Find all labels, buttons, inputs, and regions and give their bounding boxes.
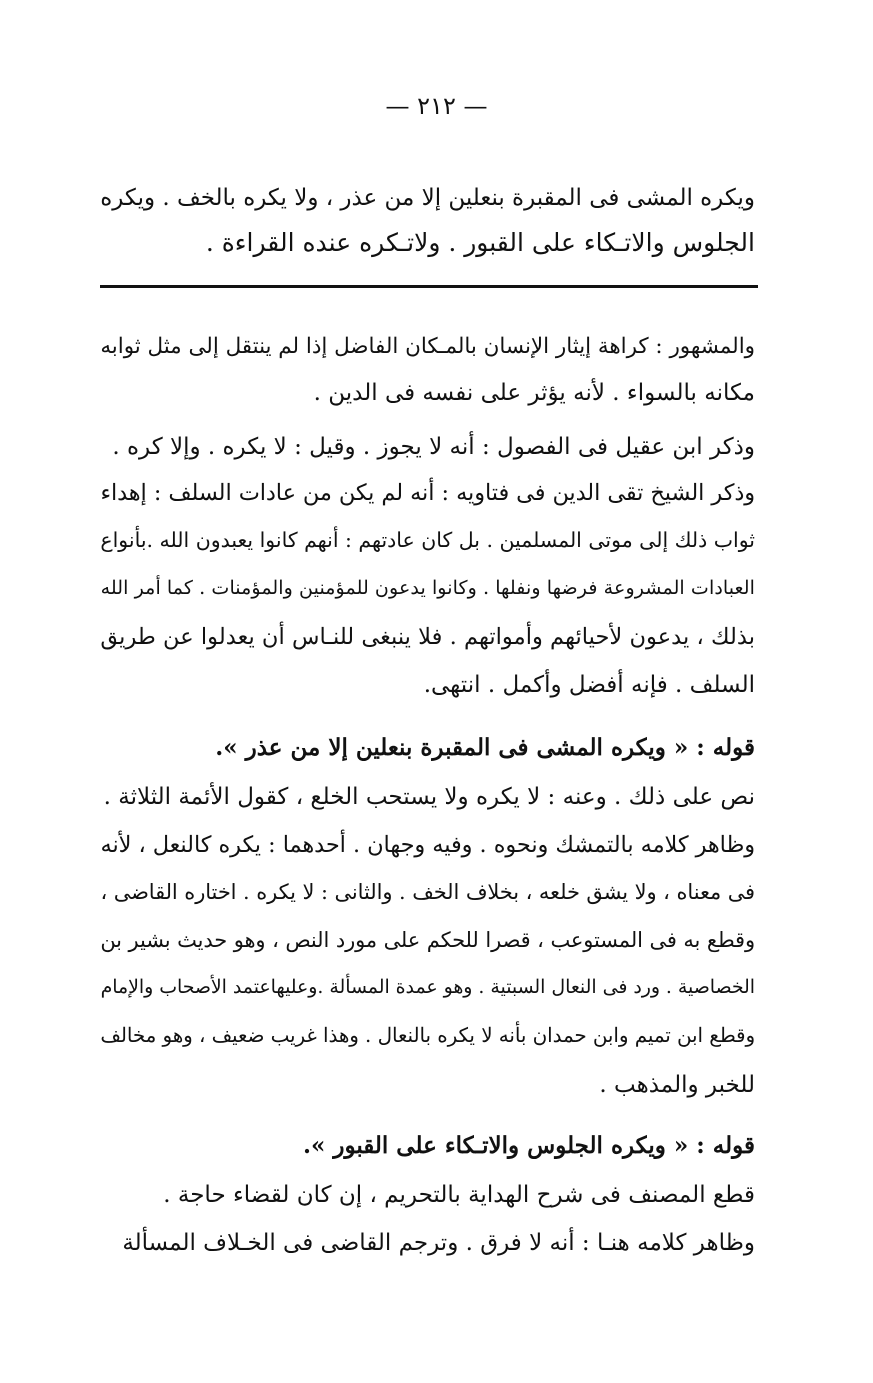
book-page: — ٢١٢ — ويكره المشى فى المقبرة بنعلين إلا من عذر ، ولا يكره بالخف . ويكره الجلوس والاتـكاء على القبور . ولاتـكره عنده القراءة . والمشهور : كراهة إيثار الإنسان بالمـكان الفاضل إذا لم ينتقل إلى مثل ثوابه مكانه بالسواء . لأنه يؤثر على نفسه فى الدين . وذكر ابن عقيل فى الفصول : أنه لا يجوز . وقيل : لا يكره . وإلا كره . وذكر الشيخ تقى الدين فى فتاويه : أنه لم يكن من عادات السلف : إهداء ثواب ذلك إلى موتى المسلمين . بل كان عادتهم : أنهم كانوا يعبدون الله .بأنواع العبادات المشروعة فرضها ونفلها . وكانوا يدعون للمؤمنين والمؤمنات . كما أمر الله بذلك ، يدعون لأحيائهم وأمواتهم . فلا ينبغى للنـاس أن يعدلوا عن طريق السلف . فإنه أفضل وأكمل . انتهى. قوله : « ويكره المشى فى المقبرة بنعلين إلا من عذر ». نص على ذلك . وعنه : لا يكره ولا يستحب الخلع ، كقول الأئمة الثلاثة . وظاهر كلامه بالتمشك ونحوه . وفيه وجهان . أحدهما : يكره كالنعل ، لأنه فى معناه ، ولا يشق خلعه ، بخلاف الخف . والثانى : لا يكره . اختاره القاضى ، وقطع به فى المستوعب ، قصرا للحكم على مورد النص ، وهو حديث بشير بن الخصاصية . ورد فى النعال السبتية . وهو عمدة المسألة .وعليهاعتمد الأصحاب والإمام وقطع ابن تميم وابن حمدان بأنه لا يكره بالنعال . وهذا غريب ضعيف ، وهو مخالف للخبر والمذهب . قوله : « ويكره الجلوس والاتـكاء على القبور ». قطع المصنف فى شرح الهداية بالتحريم ، إن كان لقضاء حاجة . وظاهر كلامه هنـا : أنه لا فرق . وترجم القاضى فى الخـلاف المسألة <box>0 0 873 1383</box>
separator-rule <box>100 285 758 288</box>
page-number: — ٢١٢ — <box>385 92 488 120</box>
